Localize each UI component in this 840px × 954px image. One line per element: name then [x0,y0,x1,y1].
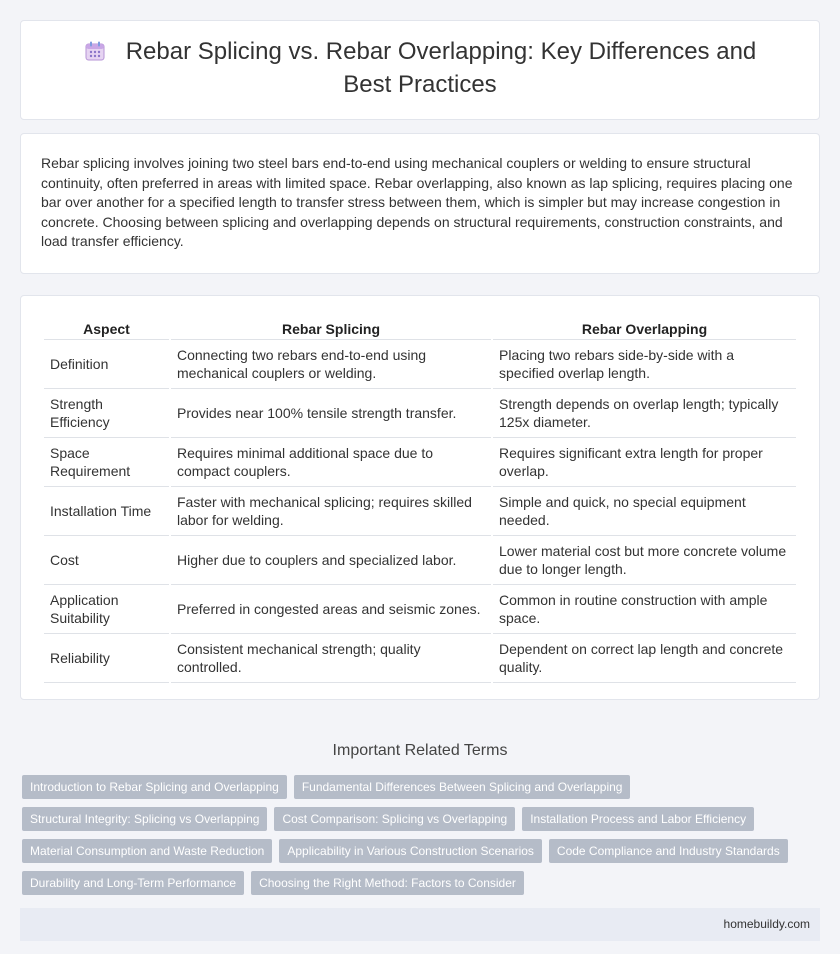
overlapping-cell: Common in routine construction with ample space. [493,585,796,634]
aspect-cell: Definition [44,340,169,389]
table-row [44,536,796,585]
splicing-cell: Connecting two rebars end-to-end using mechanical couplers or welding. [171,340,491,389]
table-row [44,487,796,536]
aspect-cell: Cost [44,536,169,585]
table-row [44,438,796,487]
aspect-cell: Space Requirement [44,438,169,487]
overlapping-cell: Lower material cost but more concrete volume due to longer length. [493,536,796,585]
overlapping-cell: Dependent on correct lap length and concrete quality. [493,634,796,683]
calendar-icon [84,40,106,62]
header-rebar-overlapping: Rebar Overlapping [493,317,796,340]
aspect-cell: Reliability [44,634,169,683]
footer [20,908,820,941]
related-terms-tags [0,775,840,895]
related-term-tag[interactable]: Applicability in Various Construction Scenarios [279,839,542,863]
aspect-cell: Installation Time [44,487,169,536]
overlapping-cell: Strength depends on overlap length; typically 125x diameter. [493,389,796,438]
intro-card [20,133,820,274]
footer-site-link[interactable]: homebuildy.com [723,917,810,932]
aspect-cell: Application Suitability [44,585,169,634]
splicing-cell: Preferred in congested areas and seismic zones. [171,585,491,634]
related-term-tag[interactable]: Choosing the Right Method: Factors to Consider [251,871,524,895]
related-terms-title: Important Related Terms [332,741,508,759]
related-term-tag[interactable]: Code Compliance and Industry Standards [549,839,788,863]
splicing-cell: Higher due to couplers and specialized labor. [171,536,491,585]
aspect-cell: Strength Efficiency [44,389,169,438]
splicing-cell: Consistent mechanical strength; quality controlled. [171,634,491,683]
table-row [44,389,796,438]
related-term-tag[interactable]: Durability and Long-Term Performance [22,871,244,895]
comparison-table [42,317,798,683]
table-row [44,585,796,634]
table-header-row [44,317,796,340]
page-title: Rebar Splicing vs. Rebar Overlapping: Key Differences and Best Practices [125,38,757,98]
overlapping-cell: Placing two rebars side-by-side with a specified overlap length. [493,340,796,389]
header-aspect: Aspect [44,317,169,340]
related-term-tag[interactable]: Fundamental Differences Between Splicing and Overlapping [294,775,631,799]
comparison-table-card [20,295,820,700]
header-rebar-splicing: Rebar Splicing [171,317,491,340]
overlapping-cell: Simple and quick, no special equipment needed. [493,487,796,536]
header-card [20,20,820,120]
related-terms-section [0,742,840,895]
overlapping-cell: Requires significant extra length for proper overlap. [493,438,796,487]
splicing-cell: Faster with mechanical splicing; requires skilled labor for welding. [171,487,491,536]
splicing-cell: Requires minimal additional space due to compact couplers. [171,438,491,487]
related-term-tag[interactable]: Introduction to Rebar Splicing and Overlapping [22,775,287,799]
related-term-tag[interactable]: Installation Process and Labor Efficiency [522,807,754,831]
related-term-tag[interactable]: Structural Integrity: Splicing vs Overlapping [22,807,267,831]
related-term-tag[interactable]: Material Consumption and Waste Reduction [22,839,272,863]
related-term-tag[interactable]: Cost Comparison: Splicing vs Overlapping [274,807,515,831]
table-row [44,340,796,389]
splicing-cell: Provides near 100% tensile strength transfer. [171,389,491,438]
intro-paragraph: Rebar splicing involves joining two steel bars end-to-end using mechanical couplers or welding to ensure structural continuity, often preferred in areas with limited space. Rebar overlapping, also known as lap splicing, requires placing one bar over another for a specified length to transfer stress between them, which is simpler but may increase congestion in concrete. Choosing between splicing and overlapping depends on structural requirements, construction constraints, and load transfer efficiency. [41,155,793,250]
title-wrap [61,37,779,103]
table-row [44,634,796,683]
